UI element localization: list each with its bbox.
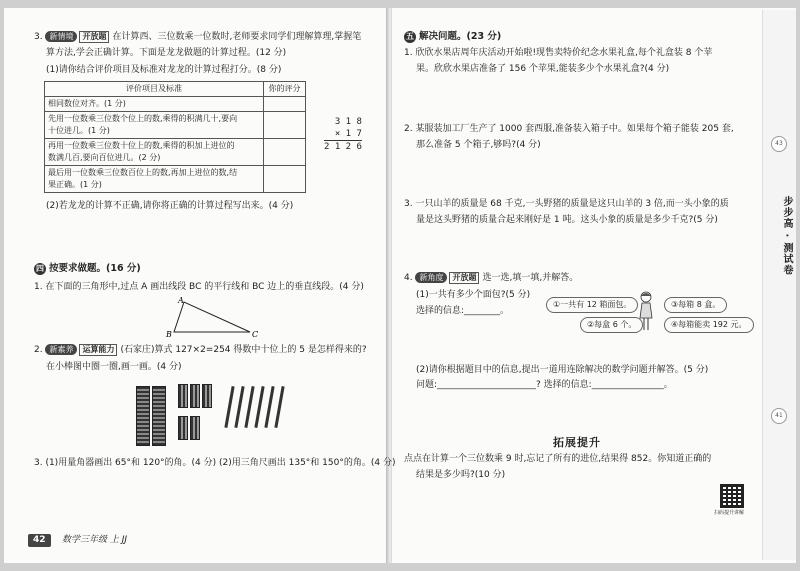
r-q1-line1: 1. 欣欣水果店周年庆活动开始啦!现售卖特价纪念水果礼盒,每个礼盒装 8 个苹 bbox=[404, 48, 713, 58]
info-box-4[interactable]: ④每箱能卖 192 元。 bbox=[664, 317, 754, 333]
calc-multiplicand: 3 1 8 bbox=[334, 117, 362, 127]
section-5-number: 五 bbox=[406, 32, 414, 41]
table-header-score: 你的评分 bbox=[264, 82, 306, 97]
q2-tag-ability: 运算能力 bbox=[79, 344, 117, 356]
extension-title: 拓展提升 bbox=[553, 436, 601, 449]
sec4-q1: 1. 在下面的三角形中,过点 A 画出线段 BC 的平行线和 BC 边上的垂直线段。(4 分) bbox=[34, 282, 364, 292]
table-row bbox=[45, 166, 306, 193]
ten-bundle bbox=[190, 416, 200, 440]
ten-bundle bbox=[178, 384, 188, 408]
info-box-1[interactable]: ①一共有 12 箱面包。 bbox=[546, 297, 638, 313]
single-stick bbox=[234, 386, 244, 428]
qr-label: 扫码提升讲解 bbox=[714, 510, 745, 516]
r-q4-number: 4. bbox=[404, 273, 413, 283]
score-cell[interactable] bbox=[264, 112, 306, 139]
vertical-calculation bbox=[324, 116, 362, 153]
q3-number: 3. bbox=[34, 32, 43, 42]
single-stick bbox=[244, 386, 254, 428]
hundred-bundle bbox=[152, 386, 166, 446]
sec4-q3: 3. (1)用量角器画出 65°和 120°的角。(4 分) (2)用三角尺画出 135°和 150°的角。(4 分) bbox=[34, 458, 396, 468]
table-row bbox=[45, 97, 306, 112]
sec4-q2-text2: 在小棒图中圈一圈,画一画。(4 分) bbox=[46, 362, 182, 372]
triangle-abc bbox=[174, 302, 250, 332]
score-cell[interactable] bbox=[264, 139, 306, 166]
q3-sub2: (2)若龙龙的计算不正确,请你将正确的计算过程写出来。(4 分) bbox=[46, 201, 294, 211]
q3-tag-new-context: 新情境 bbox=[45, 31, 77, 42]
r-q3-line2: 量是这头野猪的质量合起来刚好是 1 吨。这头小象的质量是多少千克?(5 分) bbox=[416, 215, 718, 225]
r-q4-line1 bbox=[404, 271, 578, 285]
table-row bbox=[45, 139, 306, 166]
table-row bbox=[45, 112, 306, 139]
extension-text-2: 结果是多少吗?(10 分) bbox=[416, 470, 506, 480]
qr-code-icon[interactable] bbox=[720, 484, 744, 508]
r-q1-line2: 果。欣欣水果店准备了 156 个苹果,能装多少个水果礼盒?(4 分) bbox=[416, 64, 670, 74]
evaluation-table bbox=[44, 81, 306, 193]
r-q3-line1: 3. 一只山羊的质量是 68 千克,一头野猪的质量是这只山羊的 3 倍,而一头小象的质 bbox=[404, 199, 729, 209]
r-q4-question: 问题:______________________? 选择的信息:________________。 bbox=[416, 380, 673, 390]
section-5-heading bbox=[404, 30, 501, 44]
table-cell: 最后用一位数乘三位数百位上的数,再加上进位的数,结 果正确。(1 分) bbox=[45, 166, 264, 193]
ten-bundle bbox=[178, 416, 188, 440]
q3-sub1: (1)请你结合评价项目及标准对龙龙的计算过程打分。(8 分) bbox=[46, 65, 282, 75]
hundred-bundle bbox=[136, 386, 150, 446]
q3-text-1: 在计算西、三位数乘一位数时,老师要求同学们理解算理,掌握笔 bbox=[112, 32, 362, 42]
footer-text: 数学三年级 上 JJ bbox=[62, 535, 128, 545]
table-header-criteria: 评价项目及标准 bbox=[45, 82, 264, 97]
binding-hole: 41 bbox=[771, 408, 787, 424]
q3-text-2: 算方法,学会正确计算。下面是龙龙做题的计算过程。(12 分) bbox=[46, 48, 287, 58]
table-header-row bbox=[45, 82, 306, 97]
extension-text-1: 点点在计算一个三位数乘 9 时,忘记了所有的进位,结果得 852。你知道正确的 bbox=[404, 454, 712, 464]
vertex-a-label: A bbox=[178, 296, 184, 305]
info-box-3[interactable]: ③每箱 8 盒。 bbox=[664, 297, 727, 313]
ten-bundle bbox=[202, 384, 212, 408]
calc-result: 2 1 2 6 bbox=[324, 142, 362, 152]
sec4-q2-line1 bbox=[34, 343, 367, 357]
table-cell: 再用一位数乘三位数十位上的数,乘得的积加上进位的 数满几百,要向百位进几。(2 分) bbox=[45, 139, 264, 166]
r-q4-text: 选一选,填一填,并解答。 bbox=[482, 273, 579, 283]
q2-tag-new: 新素养 bbox=[45, 344, 77, 355]
r-q4-tag-open: 开放题 bbox=[449, 272, 479, 284]
vertex-b-label: B bbox=[166, 330, 172, 339]
single-stick bbox=[224, 386, 234, 428]
single-stick bbox=[254, 386, 264, 428]
q2-text: (石家庄)算式 127×2=254 得数中十位上的 5 是怎样得来的? bbox=[120, 345, 367, 355]
r-q4-tag-new-angle: 新角度 bbox=[415, 272, 447, 283]
q2-number: 2. bbox=[34, 345, 43, 355]
r-q2-line2: 那么准备 5 个箱子,够吗?(4 分) bbox=[416, 140, 541, 150]
section-4-heading bbox=[34, 262, 141, 276]
r-q4-sub2: (2)请你根据题目中的信息,提出一道用连除解决的数学问题并解答。(5 分) bbox=[416, 365, 709, 375]
section-4-number: 四 bbox=[36, 264, 44, 273]
single-stick bbox=[274, 386, 284, 428]
girl-illustration-icon bbox=[638, 290, 654, 334]
score-cell[interactable] bbox=[264, 97, 306, 112]
binding-hole: 43 bbox=[771, 136, 787, 152]
vertex-c-label: C bbox=[252, 330, 259, 339]
stick-bundle-picture[interactable] bbox=[132, 380, 292, 454]
section-4-title: 按要求做题。(16 分) bbox=[49, 263, 141, 274]
r-q2-line1: 2. 某服装加工厂生产了 1000 套西服,准备装入箱子中。如果每个箱子能装 205 套, bbox=[404, 124, 734, 134]
single-stick bbox=[264, 386, 274, 428]
calc-multiplier: × 1 7 bbox=[334, 129, 362, 139]
triangle-figure[interactable] bbox=[164, 294, 264, 340]
info-box-2[interactable]: ②每盒 6 个。 bbox=[580, 317, 643, 333]
r-q4-choose: 选择的信息:________。 bbox=[416, 306, 510, 316]
table-cell: 相同数位对齐。(1 分) bbox=[45, 97, 264, 112]
q3-line1 bbox=[34, 30, 361, 44]
r-q4-sub1: (1)一共有多少个面包?(5 分) bbox=[416, 290, 531, 300]
table-cell: 先用一位数乘三位数个位上的数,乘得的积满几十,要向 十位进几。(1 分) bbox=[45, 112, 264, 139]
score-cell[interactable] bbox=[264, 166, 306, 193]
brand-logo: 步步高 · 测试卷 bbox=[781, 196, 792, 276]
ten-bundle bbox=[190, 384, 200, 408]
page-number: 42 bbox=[28, 534, 51, 547]
section-5-title: 解决问题。(23 分) bbox=[419, 31, 502, 42]
q3-tag-open: 开放题 bbox=[79, 31, 109, 43]
right-margin-bar bbox=[762, 10, 796, 560]
